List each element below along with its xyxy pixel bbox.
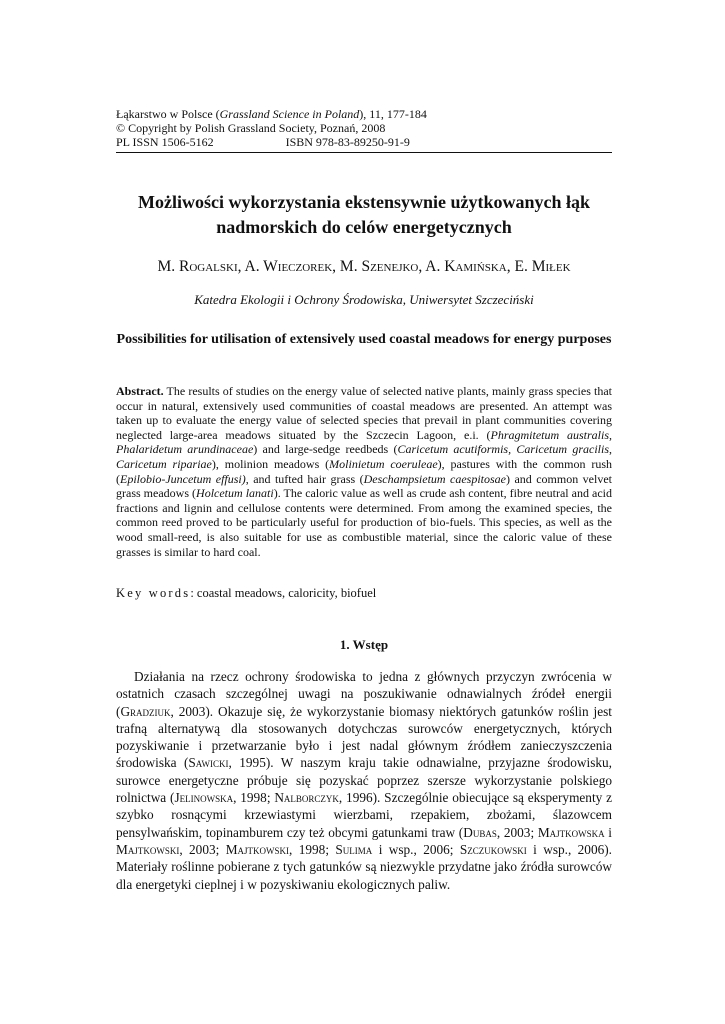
journal-citation: Łąkarstwo w Polsce (Grassland Science in Poland), 11, 177-184 [116,107,427,121]
citation-author: Sulima [335,841,373,857]
citation-author: Majtkowski [116,841,180,857]
issn-isbn-line [116,135,612,149]
citation-author: Szczukowski [459,841,527,857]
citation-author: Jelinowska [174,790,234,806]
affiliation: Katedra Ekologii i Ochrony Środowiska, Uniwersytet Szczeciński [194,292,534,307]
body-paragraph: Działania na rzecz ochrony środowiska to jedna z głównych przyczyn zwrócenia w ostatnich czasach szczególnej uwagi na poszukiwanie odnawialnych źródeł energii (Gradziuk, 2003). Okazuje się, że wykorzystanie biomasy niektórych gatunków roślin jest trafną alternatywą dla stosowanych dotychczas surowców energetycznych, których pozyskiwanie i przetwarzanie było i jest nadal głównym źródłem zanieczyszczenia środowiska (Sawicki, 1995). W naszym kraju takie odnawialne, przyjazne środowisku, surowce energetyczne próbuje się pozyskać poprzez szersze wykorzystanie polskiego rolnictwa (Jelinowska, 1998; Nalborczyk, 1996). Szczególnie obiecujące są eksperymenty z szybko rosnącymi krzewiastymi wierzbami, rzepakiem, zbożami, ślazowcem pensylwańskim, topinamburem czy też obcymi gatunkami traw (Dubas, 2003; Majtkowska i Majtkowski, 2003; Majtkowski, 1998; Sulima i wsp., 2006; Szczukowski i wsp., 2006). Materiały roślinne pobierane z tych gatunków są niezwykle przydatne jako źródła surowców dla energetyki cieplnej i w pozyskiwaniu ekologicznych paliw. [116,669,613,892]
header-rule [116,152,612,153]
isbn: ISBN 978-83-89250-91-9 [285,135,410,149]
paper-title: Możliwości wykorzystania ekstensywnie użytkowanych łąk nadmorskich do celów energetycznych [137,192,590,237]
citation-author: Dubas [463,824,497,840]
author-list: M. Rogalski, A. Wieczorek, M. Szenejko, A. Kamińska, E. Miłek [157,258,571,275]
keywords-text: : coastal meadows, caloricity, biofuel [190,586,377,600]
abstract-label: Abstract. [116,384,164,398]
copyright-line: © Copyright by Polish Grassland Society, Poznań, 2008 [116,121,386,135]
keywords [116,586,612,601]
citation-author: Majtkowska [537,824,605,840]
journal-english-name: Grassland Science in Poland [219,107,360,121]
abstract: Abstract. The results of studies on the energy value of selected native plants, mainly grass species that occur in natural, extensively used communities of coastal meadows are presented. An attempt was taken up to evaluate the energy value of selected species that prevail in plant communities covering neglected large-area meadows situated by the Szczecin Lagoon, e.i. (Phragmitetum australis, Phalaridetum arundinaceae) and large-sedge reedbeds (Caricetum acutiformis, Caricetum gracilis, Caricetum ripariae), molinion meadows (Molinietum coeruleae), pastures with the common rush (Epilobio-Juncetum effusi), and tufted hair grass (Deschampsietum caespitosae) and common velvet grass meadows (Holcetum lanati). The caloric value as well as crude ash content, fibre neutral and acid fractions and lignin and cellulose contents were determined. From among the examined species, the common reed proved to be particularly useful for production of bio-fuels. This species, as well as the wood small-reed, is also suitable for use as combustible material, since the caloric value of these grasses is similar to hard coal. [116,384,613,559]
english-title: Possibilities for utilisation of extensively used coastal meadows for energy purposes [116,332,612,347]
journal-header [116,107,612,149]
citation-author: Sawicki [188,755,229,771]
section-heading: 1. Wstęp [339,637,389,652]
issn: PL ISSN 1506-5162 [116,135,214,149]
keywords-label: Key words [116,586,191,600]
citation-author: Gradziuk [120,703,171,719]
citation-author: Majtkowski [225,841,290,857]
citation-author: Nalborczyk [274,790,339,806]
